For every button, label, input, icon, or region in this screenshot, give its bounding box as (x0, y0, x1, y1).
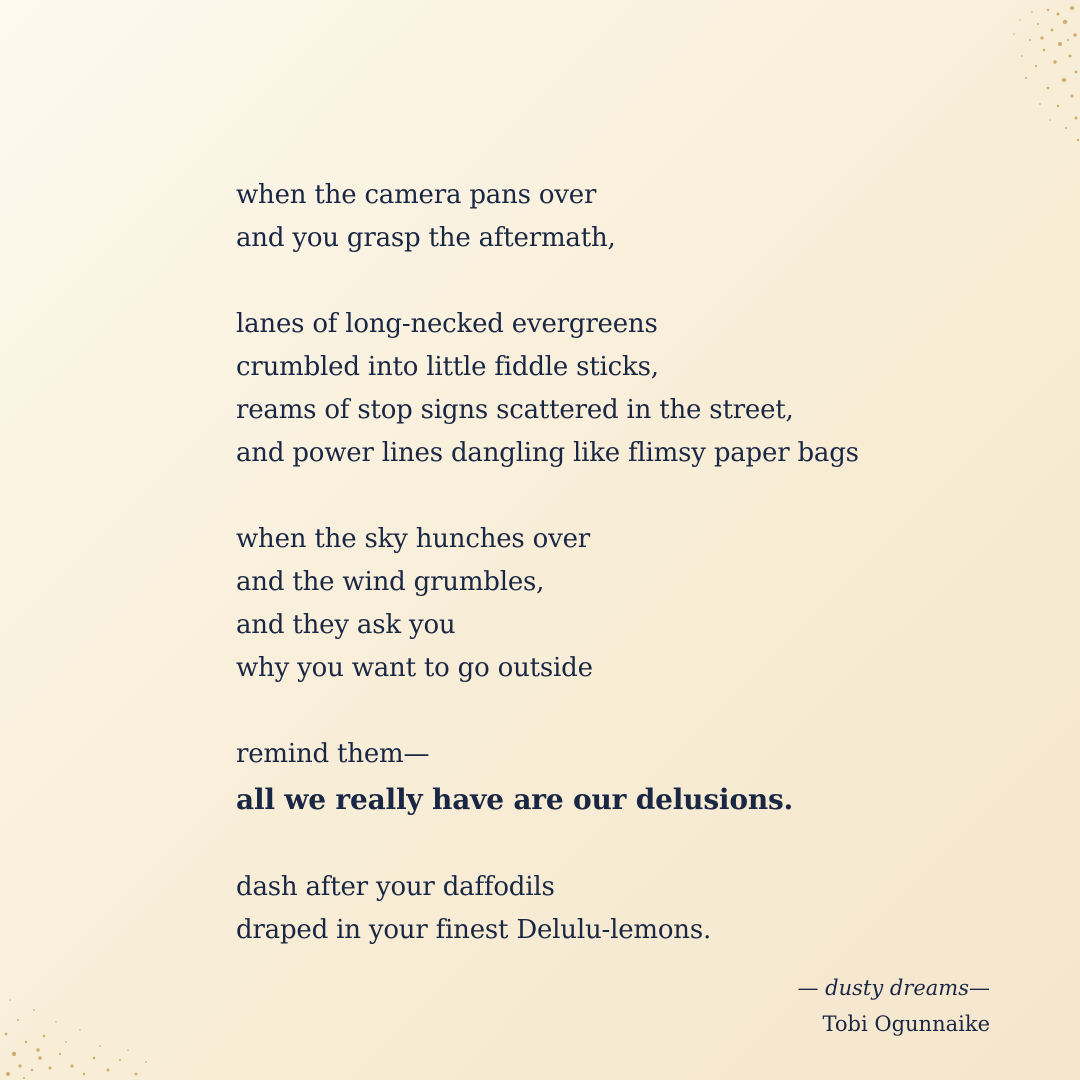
poem-line: lanes of long-necked evergreens (236, 309, 658, 339)
poem-line: crumbled into little fiddle sticks, (236, 352, 659, 382)
gold-glitter-decoration-bottom-left (0, 970, 160, 1080)
poem-line: remind them— (236, 739, 430, 769)
poem-emphasis-line: all we really have are our delusions. (236, 783, 794, 816)
poem-line: dash after your daffodils (236, 872, 555, 902)
poem-stanza-1 (236, 174, 876, 260)
poem-line: and they ask you (236, 610, 456, 640)
poem-line: and you grasp the aftermath, (236, 223, 616, 253)
gold-glitter-decoration-top-right (960, 0, 1080, 150)
poem-line: when the camera pans over (236, 180, 597, 210)
poem-line: and power lines dangling like flimsy paper bags (236, 438, 859, 468)
poem-stanza-4 (236, 733, 876, 823)
poem-title: — dusty dreams— (797, 976, 990, 1000)
poem-signature (797, 970, 990, 1042)
poem-author: Tobi Ogunnaike (822, 1012, 990, 1036)
poem-line: draped in your finest Delulu-lemons. (236, 915, 712, 945)
poem-stanza-3 (236, 518, 876, 690)
poem-line: reams of stop signs scattered in the street, (236, 395, 794, 425)
poem-line: and the wind grumbles, (236, 567, 545, 597)
poem-line: why you want to go outside (236, 653, 593, 683)
poem-body (236, 174, 876, 995)
poem-line: when the sky hunches over (236, 524, 590, 554)
poem-stanza-5 (236, 866, 876, 952)
poem-stanza-2 (236, 303, 876, 475)
